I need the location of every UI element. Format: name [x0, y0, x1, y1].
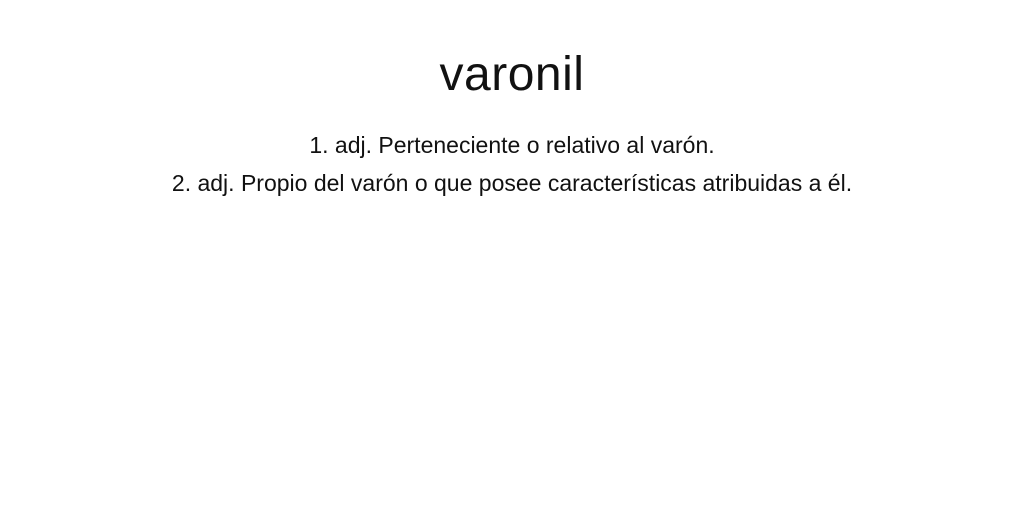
- definition-item: 2. adj. Propio del varón o que posee características atribuidas a él.: [171, 170, 853, 196]
- definition-item: 1. adj. Perteneciente o relativo al varón.: [309, 132, 715, 158]
- headword: varonil: [439, 48, 585, 101]
- definition-list: [0, 126, 1024, 202]
- dictionary-entry: [0, 44, 1024, 202]
